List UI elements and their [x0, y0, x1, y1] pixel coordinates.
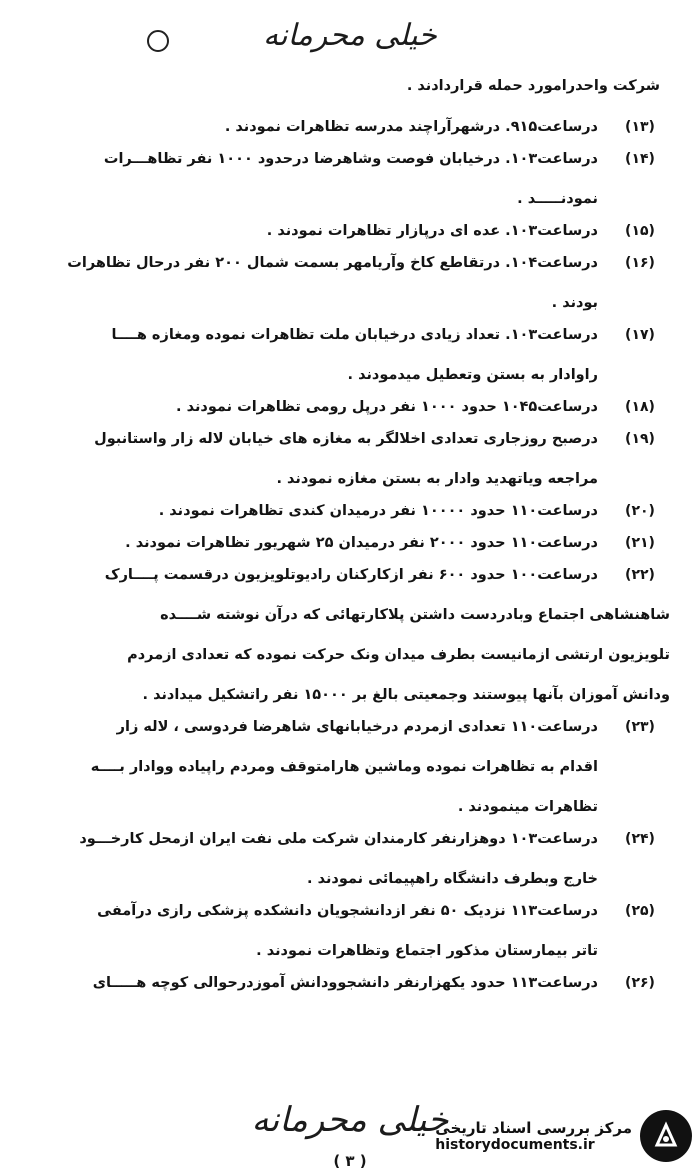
list-item — [30, 971, 670, 995]
item-line: نمودنـــــد . — [517, 191, 598, 207]
document-body — [30, 115, 670, 1003]
list-item — [30, 219, 670, 243]
list-item — [30, 251, 670, 315]
list-item — [30, 115, 670, 139]
list-item — [30, 827, 670, 891]
item-number: (۲۳) — [625, 719, 655, 735]
item-number: (۱۸) — [625, 399, 655, 415]
item-line: درساعت۱۱۰ تعدادی ازمردم درخیابانهای شاهرضا فردوسی ، لاله زار — [116, 719, 598, 735]
item-number: (۲۱) — [625, 535, 655, 551]
item-number: (۲۲) — [625, 567, 655, 583]
item-number: (۲۰) — [625, 503, 655, 519]
page-number: ( ۳ ) — [333, 1152, 367, 1170]
list-item — [30, 427, 670, 491]
item-line: تلویزیون ارتشی ازمانیست بطرف میدان ونک حرکت نموده که تعدادی ازمردم — [127, 647, 670, 663]
item-number: (۱۵) — [625, 223, 655, 239]
item-line: خارج وبطرف دانشگاه راهپیمائی نمودند . — [307, 871, 598, 887]
list-item — [30, 147, 670, 211]
item-line: مراجعه ویاتهدید وادار به بستن مغازه نمودند . — [276, 471, 598, 487]
item-line: درساعت۱۰۳. تعداد زیادی درخیابان ملت تظاهرات نموده ومغازه هــــا — [111, 327, 598, 343]
list-item — [30, 563, 670, 707]
item-line: ودانش آموزان بآنها پیوستند وجمعیتی بالغ بر ۱۵۰۰۰ نفر راتشکیل میدادند . — [142, 687, 670, 703]
list-item — [30, 499, 670, 523]
list-item — [30, 531, 670, 555]
item-line: درساعت۱۰۳. عده ای درپازار تظاهرات نمودند . — [266, 223, 598, 239]
item-number: (۱۹) — [625, 431, 655, 447]
item-number: (۱۳) — [625, 119, 655, 135]
item-line: درساعت۱۱۰ حدود ۱۰۰۰۰ نفر درمیدان کندی تظاهرات نمودند . — [158, 503, 598, 519]
item-line: درساعت۱۰۰ حدود ۶۰۰ نفر ازکارکنان رادیوتلویزیون درقسمت پــــارک — [104, 567, 598, 583]
item-line: درساعت۱۱۳ حدود یکهزارنفر دانشجوودانش آموزدرحوالی کوچه هـــــای — [92, 975, 598, 991]
item-line: شاهنشاهی اجتماع وبادردست داشتن پلاکارتهائی که درآن نوشته شــــده — [160, 607, 670, 623]
archive-emblem-icon — [640, 1110, 692, 1162]
list-item — [30, 715, 670, 819]
item-line: درساعت۱۰۴۵ حدود ۱۰۰۰ نفر درپل رومی تظاهرات نمودند . — [176, 399, 598, 415]
item-line: درساعت۱۱۳ نزدیک ۵۰ نفر ازدانشجویان دانشکده پزشکی رازی درآمفی — [97, 903, 598, 919]
item-line: تاتر بیمارستان مذکور اجتماع وتظاهرات نمودند . — [256, 943, 598, 959]
list-item — [30, 899, 670, 963]
item-line: درساعت۱۰۳ دوهزارنفر کارمندان شرکت ملی نفت ایران ازمحل کارخـــود — [79, 831, 598, 847]
item-number: (۲۵) — [625, 903, 655, 919]
item-number: (۱۴) — [625, 151, 655, 167]
item-line: اقدام به تظاهرات نموده وماشین هارامتوقف ومردم راپیاده ووادار بــــه — [90, 759, 598, 775]
archive-logo — [392, 1106, 692, 1166]
item-line: درساعت۱۰۴. درتقاطع کاخ وآریامهر بسمت شمال ۲۰۰ نفر درحال تظاهرات — [67, 255, 598, 271]
item-number: (۲۴) — [625, 831, 655, 847]
item-number: (۲۶) — [625, 975, 655, 991]
item-number: (۱۶) — [625, 255, 655, 271]
header-line: شرکت واحدرامورد حمله قراردادند . — [406, 78, 660, 94]
item-line: درساعت۹۱۵. درشهرآراچند مدرسه تظاهرات نمودند . — [224, 119, 598, 135]
list-item — [30, 323, 670, 387]
item-line: بودند . — [551, 295, 598, 311]
list-item — [30, 395, 670, 419]
item-line: تظاهرات مینمودند . — [457, 799, 598, 815]
item-line: درساعت۱۰۳. درخیابان فوصت وشاهرضا درحدود ۱۰۰۰ نفر تظاهـــرات — [103, 151, 598, 167]
classification-stamp-bottom: خیلی محرمانه — [251, 1100, 449, 1140]
classification-stamp-top: خیلی محرمانه — [263, 18, 437, 53]
item-line: درساعت۱۱۰ حدود ۲۰۰۰ نفر درمیدان ۲۵ شهریور تظاهرات نمودند . — [125, 535, 598, 551]
item-number: (۱۷) — [625, 327, 655, 343]
archive-site: historydocuments.ir — [435, 1137, 595, 1153]
archive-name: مرکز بررسی اسناد تاریخی — [435, 1119, 632, 1137]
item-line: راوادار به بستن وتعطیل میدمودند . — [347, 367, 598, 383]
item-line: درصبح روزجاری تعدادی اخلالگر به مغازه های خیابان لاله زار واستانبول — [94, 431, 598, 447]
